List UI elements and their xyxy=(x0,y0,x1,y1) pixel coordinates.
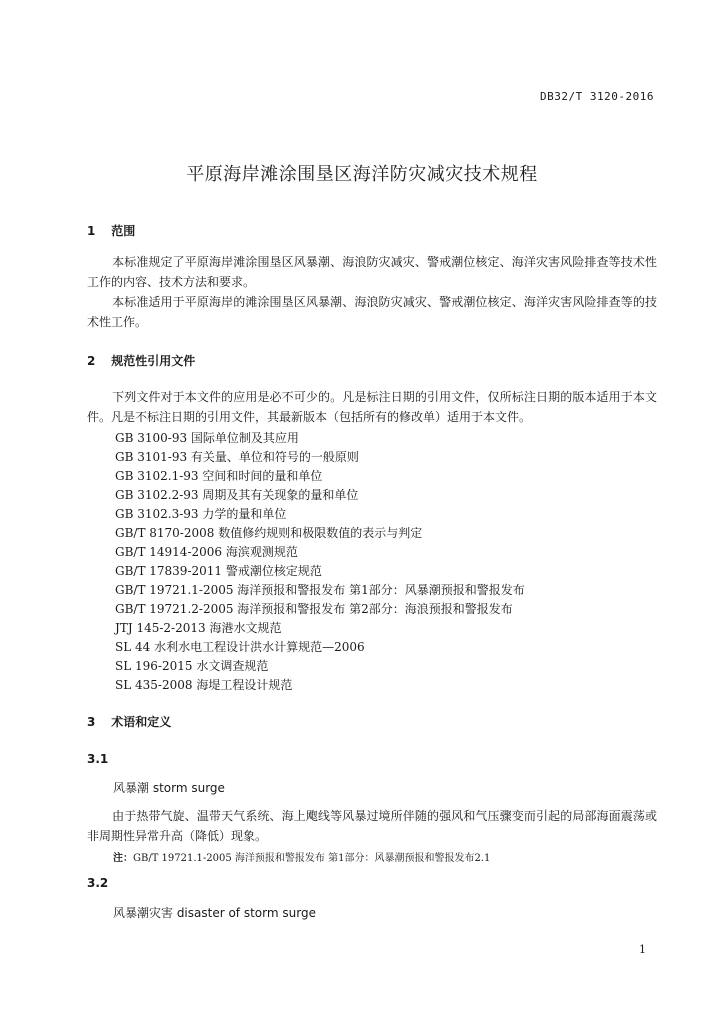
reference-item: GB/T 19721.2-2005 海洋预报和警报发布 第2部分：海浪预报和警报发布 xyxy=(115,602,513,616)
section-1-paragraph-2: 本标准适用于平原海岸的滩涂围垦区风暴潮、海浪防灾减灾、警戒潮位核定、海洋灾害风险排查等的技术性工作。 xyxy=(87,295,657,329)
section-3-heading xyxy=(87,713,171,730)
page-number: 1 xyxy=(639,943,646,956)
reference-item: SL 196-2015 水文调查规范 xyxy=(115,659,269,673)
definition-storm-surge: 由于热带气旋、温带天气系统、海上飑线等风暴过境所伴随的强风和气压骤变而引起的局部海面震荡或非周期性异常升高（降低）现象。 xyxy=(87,809,657,843)
reference-item: SL 435-2008 海堤工程设计规范 xyxy=(115,678,293,692)
reference-item: GB 3102.2-93 周期及其有关现象的量和单位 xyxy=(115,488,359,502)
section-1-heading xyxy=(87,222,135,239)
reference-item: JTJ 145-2-2013 海港水文规范 xyxy=(115,621,282,635)
subsection-3-2-number: 3.2 xyxy=(87,876,109,890)
section-title: 规范性引用文件 xyxy=(111,354,196,368)
reference-item: GB 3100-93 国际单位制及其应用 xyxy=(115,431,299,445)
section-2-paragraph: 下列文件对于本文件的应用是必不可少的。凡是标注日期的引用文件，仅所标注日期的版本适用于本文件。凡是不标注日期的引用文件，其最新版本（包括所有的修改单）适用于本文件。 xyxy=(87,390,657,424)
reference-item: SL 44 水利水电工程设计洪水计算规范—2006 xyxy=(115,640,365,654)
reference-item: GB/T 19721.1-2005 海洋预报和警报发布 第1部分：风暴潮预报和警报发布 xyxy=(115,583,525,597)
section-number: 3 xyxy=(87,715,96,729)
reference-item: GB/T 17839-2011 警戒潮位核定规范 xyxy=(115,564,322,578)
term-storm-surge: 风暴潮 storm surge xyxy=(113,781,225,795)
reference-item: GB/T 14914-2006 海滨观测规范 xyxy=(115,545,298,559)
reference-list xyxy=(115,429,525,695)
document-title: 平原海岸滩涂围垦区海洋防灾减灾技术规程 xyxy=(186,164,538,185)
subsection-3-1-number: 3.1 xyxy=(87,752,109,766)
note-text: GB/T 19721.1-2005 海洋预报和警报发布 第1部分：风暴潮预报和警报发布2.1 xyxy=(133,853,491,864)
section-1-paragraph-1: 本标准规定了平原海岸滩涂围垦区风暴潮、海浪防灾减灾、警戒潮位核定、海洋灾害风险排查等技术性工作的内容、技术方法和要求。 xyxy=(87,255,657,289)
reference-item: GB/T 8170-2008 数值修约规则和极限数值的表示与判定 xyxy=(115,526,423,540)
section-number: 1 xyxy=(87,224,96,238)
standard-code: DB32/T 3120-2016 xyxy=(540,90,654,103)
section-title: 范围 xyxy=(111,224,136,238)
term-storm-surge-disaster: 风暴潮灾害 disaster of storm surge xyxy=(113,906,316,920)
reference-item: GB 3102.1-93 空间和时间的量和单位 xyxy=(115,469,323,483)
reference-item: GB 3102.3-93 力学的量和单位 xyxy=(115,507,287,521)
note xyxy=(113,849,490,864)
reference-item: GB 3101-93 有关量、单位和符号的一般原则 xyxy=(115,450,359,464)
note-label: 注： xyxy=(113,853,133,864)
section-number: 2 xyxy=(87,354,96,368)
section-title: 术语和定义 xyxy=(111,715,172,729)
section-2-heading xyxy=(87,352,195,369)
